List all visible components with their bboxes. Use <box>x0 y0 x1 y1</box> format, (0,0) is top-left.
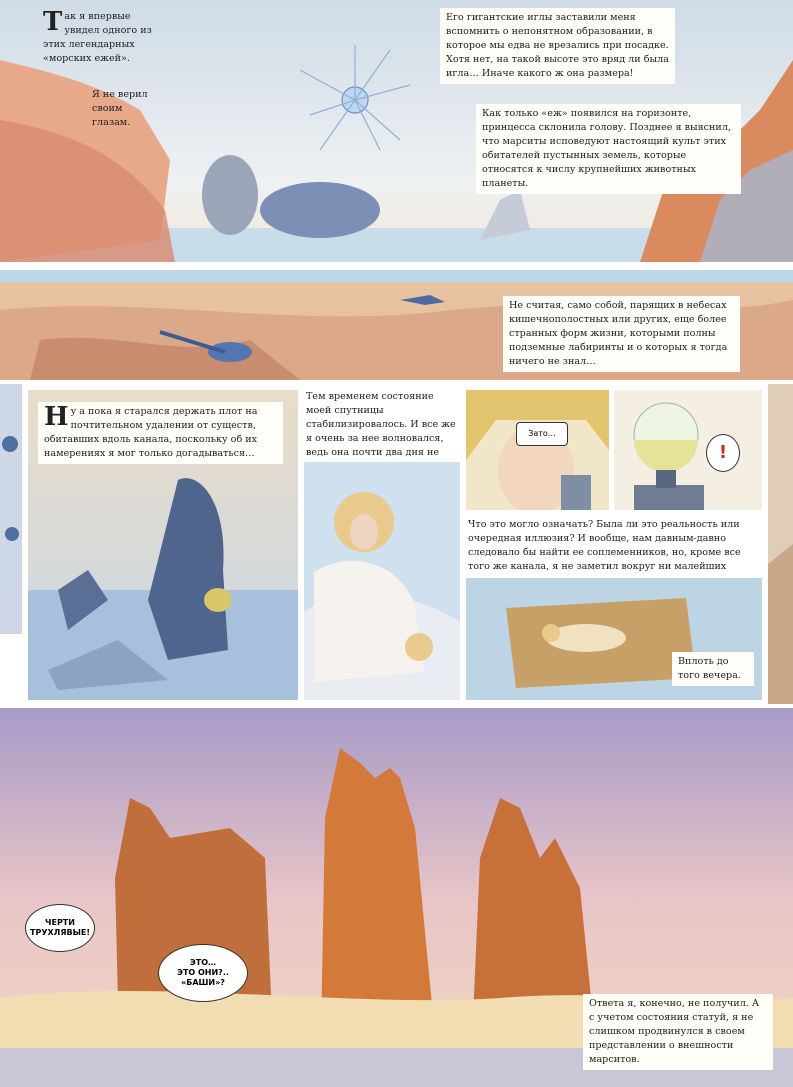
speech-balloon-is-it-them: ЭТО… ЭТО ОНИ?.. «БАШИ»? <box>158 944 248 1002</box>
panel-companion-art <box>304 462 460 700</box>
panel-statues <box>0 708 793 1087</box>
dropcap: Т <box>43 7 63 37</box>
panel-urchin-landscape <box>0 0 793 262</box>
panel-flask <box>614 390 762 510</box>
panel-princess-face <box>466 390 609 510</box>
dropcap: Н <box>44 402 69 432</box>
panel-left-edge-creatures <box>0 384 22 634</box>
caption-until-evening: Вплоть до того вечера. <box>672 652 754 686</box>
caption-keep-distance: Ну а пока я старался держать плот на почтительном удалении от существ, обитавших вдоль канала, поскольку об их намерениях я мог только догадываться… <box>38 402 283 464</box>
caption-princess-cult: Как только «еж» появился на горизонте, принцесса склонила голову. Позднее я выяснил, что марситы исповедуют настоящий культ этих обитателей пустынных земель, которые относятся к числу крупнейших животных планеты. <box>476 104 741 194</box>
panel-raft-evening <box>466 578 762 700</box>
speech-balloon-curse: ЧЕРТИ ТРУХЛЯВЫЕ! <box>25 904 95 952</box>
caption-no-answer: Ответа я, конечно, не получил. А с учетом состояния статуй, я не слишком продвинулся в своем представлении о внешности марситов. <box>583 994 773 1070</box>
speech-balloon-zato: Зато… <box>516 422 568 446</box>
panel-raft-creature <box>28 390 298 700</box>
caption-giant-spines: Его гигантские иглы заставили меня вспомнить о непонятном образовании, в которое мы едва не врезались при посадке. Хотя нет, на такой высоте это вряд ли была игла… Иначе какого ж она размера! <box>440 8 675 84</box>
panel-canal-strip <box>0 270 793 380</box>
panel-right-edge <box>768 384 793 704</box>
flying-creature-icon <box>208 342 252 362</box>
princess-face-art <box>466 390 609 510</box>
caption-reality-or-illusion: Что это могло означать? Была ли это реальность или очередная иллюзия? И вообще, нам давным-давно следовало бы найти ее соплеменников, но, кроме все того же канала, я не заметил вокруг ни малейших <box>466 516 762 590</box>
creature-eye-icon <box>204 588 232 612</box>
speech-balloon-exclaim: ! <box>706 434 740 472</box>
panel-companion <box>304 390 460 700</box>
caption-companion-state: Тем временем состояние моей спутницы стабилизировалось. И все же я очень за нее волновался, ведь она почти два дня не <box>306 390 458 474</box>
caption-first-urchin: Так я впервые увидел одного из этих легендарных «морских ежей». <box>43 7 152 64</box>
caption-sky-creatures: Не считая, само собой, парящих в небесах кишечнополостных или других, еще более странных форм жизни, которыми полны подземные лабиринты и о которых я тогда ничего не знал… <box>503 296 740 372</box>
caption-disbelief: Я не верил своим глазам. <box>92 89 148 128</box>
